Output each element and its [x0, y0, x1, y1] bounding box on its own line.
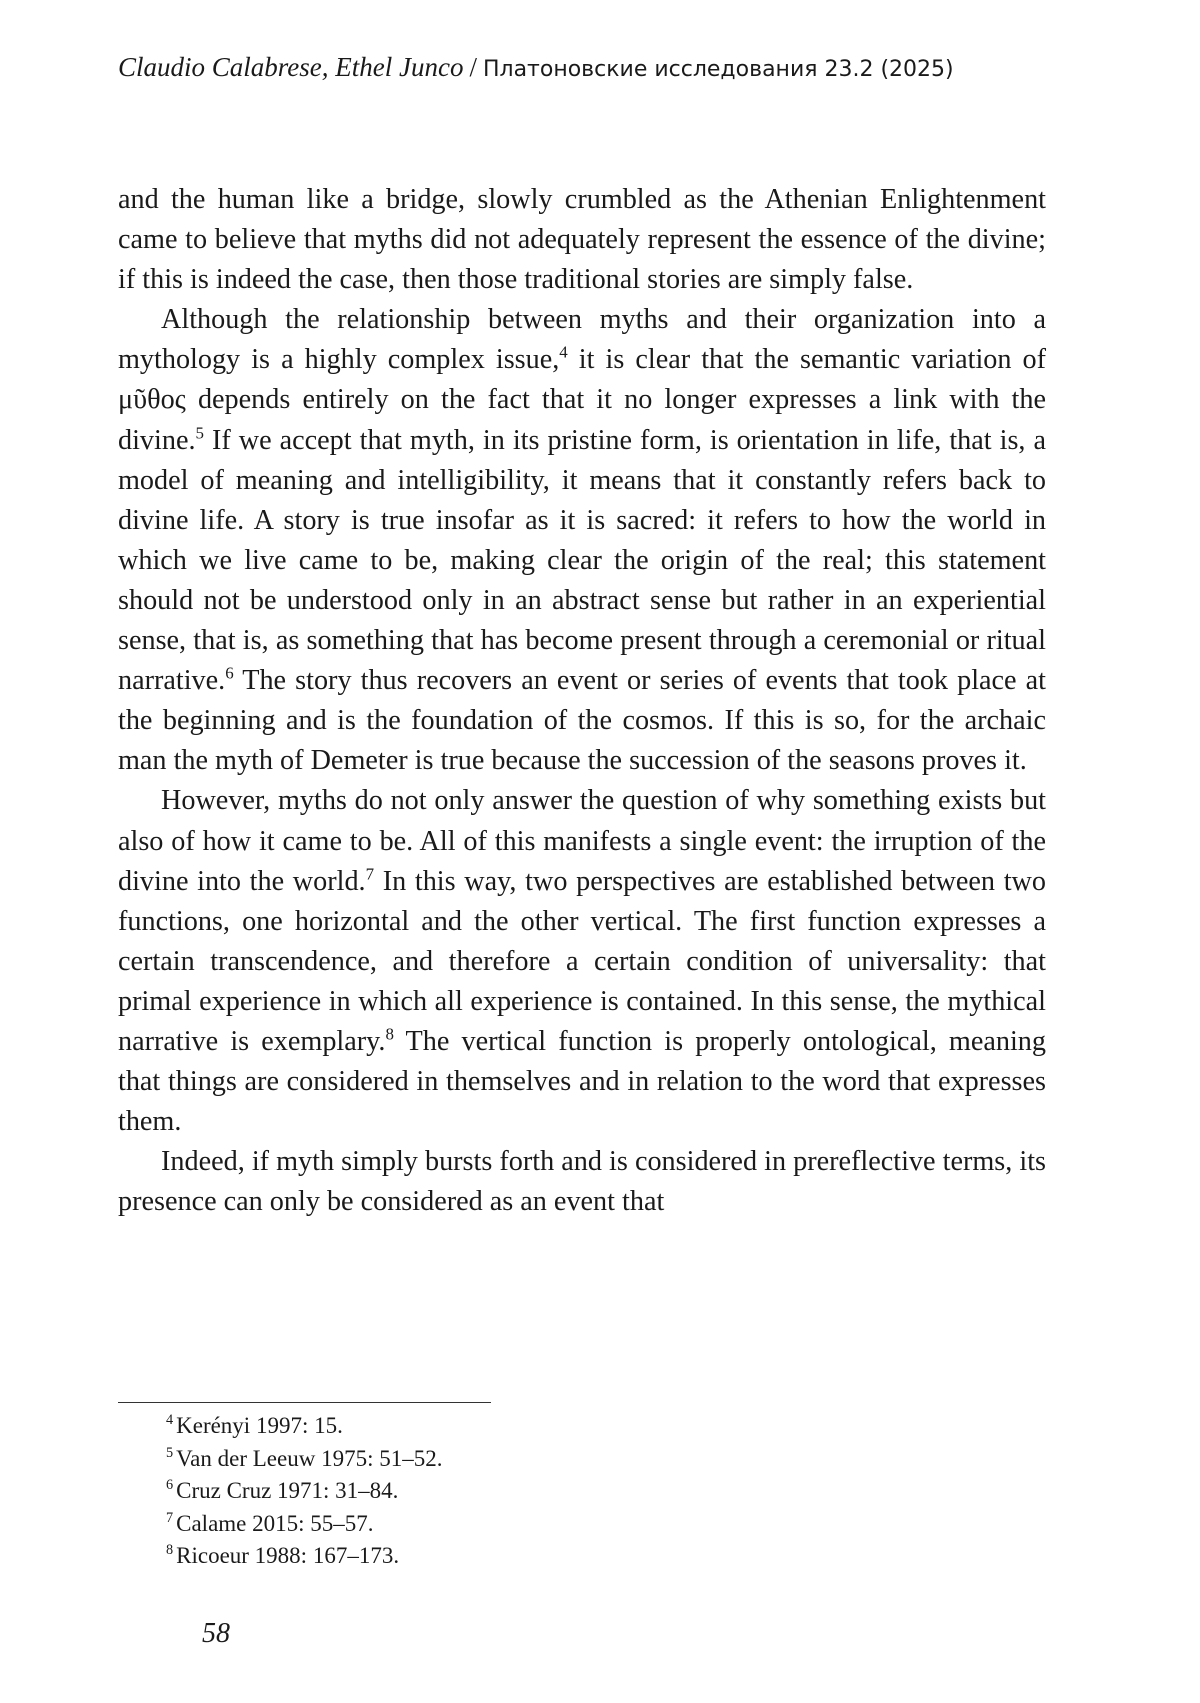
paragraph-text: and the human like a bridge, slowly crumbled as the Athenian Enlightenment came to believe that myths did not adequately represent the essence of the divine; if this is indeed the case, then those traditional stories are simply false.: [118, 184, 1046, 296]
main-text: [118, 180, 1046, 1222]
footnote-4: [166, 1410, 442, 1443]
header-journal: Платоновские исследования 23.2 (2025): [482, 57, 954, 82]
footnote-number: 7: [166, 1509, 174, 1526]
running-header: [118, 52, 954, 83]
paragraph-text: However, myths do not only answer the question of why something exists but also of how it came to be. All of this manifests a single event: the irruption of the divine into the world.: [118, 785, 1046, 897]
paragraph-4: [118, 1142, 1046, 1222]
paragraph-3: [118, 781, 1046, 1142]
footnote-8: [166, 1540, 442, 1573]
header-authors: Claudio Calabrese, Ethel Junco: [118, 52, 464, 82]
paragraph-2: [118, 300, 1046, 781]
footnote-6: [166, 1475, 442, 1508]
paragraph-text: In this way, two perspectives are established between two functions, one horizontal and the other vertical. The first function expresses a certain transcendence, and therefore a certain condition of universality: that primal experience in which all experience is contained. In this sense, the mythical narrative is exemplary.: [118, 865, 1046, 1057]
footnote-7: [166, 1508, 442, 1541]
footnote-5: [166, 1443, 442, 1476]
footnote-text: Ricoeur 1988: 167–173.: [176, 1543, 400, 1568]
paragraph-text: it is clear that the semantic variation of μῦθος depends entirely on the fact that it no longer expresses a link with the divine.: [118, 344, 1046, 456]
footnote-number: 4: [166, 1412, 174, 1429]
footnote-ref-6[interactable]: 6: [225, 663, 234, 683]
paragraph-text: The vertical function is properly ontological, meaning that things are considered in themselves and in relation to the word that expresses them.: [118, 1025, 1046, 1138]
header-separator: /: [469, 52, 477, 82]
footnote-divider: [118, 1402, 491, 1403]
footnote-number: 8: [166, 1542, 174, 1559]
footnote-ref-5[interactable]: 5: [195, 423, 204, 443]
footnotes: [166, 1410, 442, 1573]
footnote-text: Kerényi 1997: 15.: [176, 1413, 343, 1438]
footnote-number: 5: [166, 1444, 174, 1461]
footnote-ref-8[interactable]: 8: [385, 1024, 394, 1044]
footnote-text: Calame 2015: 55–57.: [176, 1510, 374, 1536]
footnote-number: 6: [166, 1477, 174, 1494]
paragraph-text: The story thus recovers an event or series of events that took place at the beginning and is the foundation of the cosmos. If this is so, for the archaic man the myth of Demeter is true because the succession of the seasons proves it.: [118, 665, 1046, 777]
paragraph-text: Indeed, if myth simply bursts forth and is considered in prereflective terms, its presence can only be considered as an event that: [118, 1146, 1046, 1218]
footnote-text: Van der Leeuw 1975: 51–52.: [176, 1445, 443, 1471]
footnote-text: Cruz Cruz 1971: 31–84.: [176, 1478, 399, 1503]
page-number: 58: [202, 1618, 230, 1649]
paragraph-text: If we accept that myth, in its pristine form, is orientation in life, that is, a model of meaning and intelligibility, it means that it constantly refers back to divine life. A story is true insofar as it is sacred: it refers to how the world in which we live came to be, making clear the origin of the real; this statement should not be understood only in an abstract sense but rather in an experiential sense, that is, as something that has become present through a ceremonial or ritual narrative.: [118, 424, 1046, 697]
footnote-ref-7[interactable]: 7: [365, 864, 375, 884]
paragraph-text: Although the relationship between myths and their organization into a mythology is a highly complex issue,: [118, 304, 1046, 376]
paragraph-1: [118, 180, 1046, 300]
footnote-ref-4[interactable]: 4: [559, 342, 568, 362]
